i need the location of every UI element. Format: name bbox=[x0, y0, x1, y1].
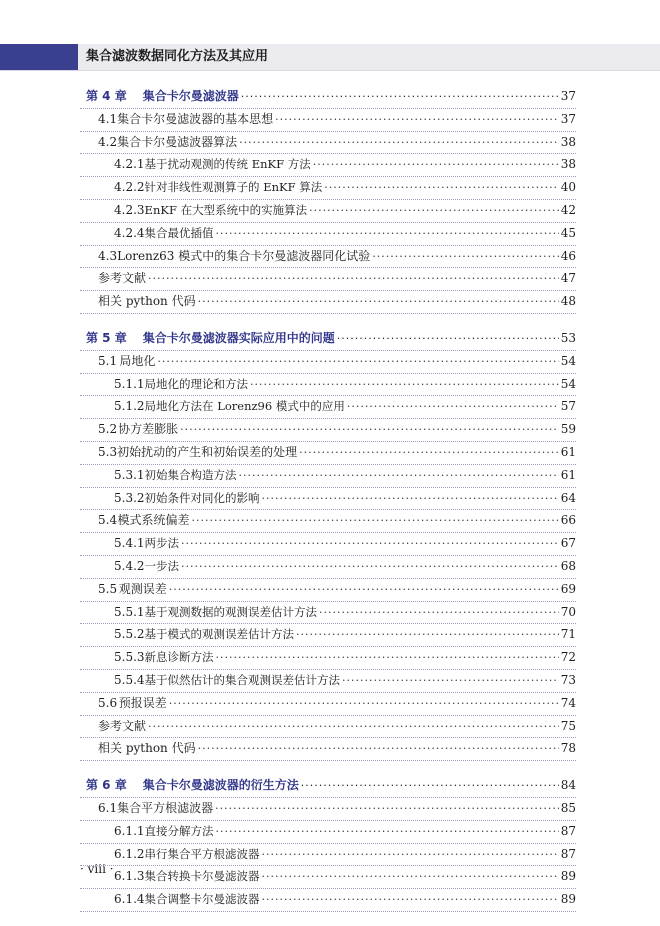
toc-entry-title: 基于观测数据的观测误差估计方法 bbox=[144, 604, 318, 619]
toc-entry-title: 基于似然估计的集合观测误差估计方法 bbox=[144, 672, 341, 687]
toc-entry-page: 75 bbox=[560, 718, 576, 733]
toc-entry-number: 4.3 bbox=[98, 248, 118, 263]
toc-entry-page: 42 bbox=[560, 202, 576, 217]
toc-entry-sub[interactable] bbox=[80, 670, 576, 693]
toc-chapter-block bbox=[0, 86, 660, 314]
toc-leader-dots bbox=[157, 351, 558, 373]
toc-entry-page: 87 bbox=[560, 823, 576, 838]
toc-leader-dots bbox=[198, 291, 559, 313]
toc-entry-sub[interactable] bbox=[80, 465, 576, 488]
toc-entry-page: 70 bbox=[560, 604, 576, 619]
toc-entry-number: 5.3 bbox=[98, 444, 118, 459]
toc-entry-sec[interactable] bbox=[80, 246, 576, 269]
toc-entry-sub[interactable] bbox=[80, 889, 576, 912]
toc-entry-page: 48 bbox=[560, 294, 576, 309]
toc-entry-number: 第 6 章 bbox=[86, 778, 127, 793]
toc-entry-page: 53 bbox=[560, 330, 576, 345]
toc-entry-chap[interactable] bbox=[80, 328, 576, 351]
toc-entry-page: 85 bbox=[560, 800, 576, 815]
toc-entry-page: 47 bbox=[560, 271, 576, 286]
toc-entry-title: 基于扰动观测的传统 EnKF 方法 bbox=[144, 157, 311, 172]
toc-chapter-block bbox=[0, 775, 660, 912]
toc-entry-title: 直接分解方法 bbox=[144, 823, 214, 838]
toc-entry-page: 40 bbox=[560, 180, 576, 195]
toc-entry-title: EnKF 在大型系统中的实施算法 bbox=[144, 202, 308, 217]
toc-leader-dots bbox=[301, 775, 559, 797]
toc-leader-dots bbox=[241, 86, 559, 108]
toc-leader-dots bbox=[239, 465, 559, 487]
toc-entry-title: 一步法 bbox=[144, 558, 180, 573]
toc-leader-dots bbox=[324, 177, 558, 199]
toc-entry-sub[interactable] bbox=[80, 396, 576, 419]
toc-entry-page: 89 bbox=[560, 892, 576, 907]
toc-entry-title: 针对非线性观测算子的 EnKF 算法 bbox=[144, 180, 323, 195]
toc-leader-dots bbox=[313, 154, 559, 176]
toc-entry-sec[interactable] bbox=[80, 419, 576, 442]
toc-leader-dots bbox=[169, 579, 559, 601]
toc-entry-page: 45 bbox=[560, 225, 576, 240]
toc-entry-number: 第 5 章 bbox=[86, 330, 127, 345]
toc-entry-sec[interactable] bbox=[80, 798, 576, 821]
toc-entry-title: 集合平方根滤波器 bbox=[117, 800, 214, 815]
toc-entry-number: 5.1.2 bbox=[114, 399, 145, 414]
toc-entry-number: 5.5.4 bbox=[114, 672, 145, 687]
toc-entry-page: 37 bbox=[560, 111, 576, 126]
toc-entry-title: 参考文献 bbox=[98, 718, 147, 733]
toc-entry-number: 5.5 bbox=[98, 581, 118, 596]
toc-entry-sub[interactable] bbox=[80, 154, 576, 177]
toc-entry-title: 局地化 bbox=[119, 353, 156, 368]
toc-leader-dots bbox=[262, 488, 559, 510]
toc-entry-sec[interactable] bbox=[80, 510, 576, 533]
toc-entry-title: 协方差膨胀 bbox=[118, 422, 179, 437]
toc-leader-dots bbox=[342, 670, 559, 692]
toc-entry-number: 4.2.3 bbox=[114, 202, 145, 217]
toc-entry-number: 6.1.1 bbox=[114, 823, 145, 838]
toc-chapter-block bbox=[0, 328, 660, 761]
toc-leader-dots bbox=[262, 866, 559, 888]
toc-entry-sub[interactable] bbox=[80, 374, 576, 397]
toc-entry-sub[interactable] bbox=[80, 556, 576, 579]
toc-entry-number: 4.2.4 bbox=[114, 225, 145, 240]
toc-entry-title: 两步法 bbox=[144, 536, 180, 551]
toc-entry-number: 5.2 bbox=[98, 422, 118, 437]
toc-entry-number: 5.4.2 bbox=[114, 558, 145, 573]
toc-entry-number: 5.5.3 bbox=[114, 650, 145, 665]
toc-entry-title: 集合卡尔曼滤波器算法 bbox=[117, 134, 238, 149]
toc-entry-page: 64 bbox=[560, 490, 576, 505]
toc-leader-dots bbox=[216, 223, 559, 245]
toc-entry-title: 局地化方法在 Lorenz96 模式中的应用 bbox=[144, 399, 345, 414]
toc-entry-number: 6.1.4 bbox=[114, 892, 145, 907]
toc-entry-page: 84 bbox=[560, 778, 576, 793]
toc-entry-sec[interactable] bbox=[80, 579, 576, 602]
toc-entry-title: 基于模式的观测误差估计方法 bbox=[144, 627, 295, 642]
toc-leader-dots bbox=[299, 442, 559, 464]
toc-entry-misc[interactable] bbox=[80, 716, 576, 739]
toc-entry-misc[interactable] bbox=[80, 738, 576, 761]
toc-entry-page: 38 bbox=[560, 134, 576, 149]
toc-entry-sub[interactable] bbox=[80, 533, 576, 556]
toc-leader-dots bbox=[262, 844, 559, 866]
toc-entry-title: 串行集合平方根滤波器 bbox=[144, 846, 260, 861]
toc-leader-dots bbox=[192, 510, 559, 532]
toc-entry-number: 4.2 bbox=[98, 134, 118, 149]
toc-entry-page: 89 bbox=[560, 869, 576, 884]
toc-entry-sub[interactable] bbox=[80, 624, 576, 647]
toc-entry-number: 5.1 bbox=[98, 353, 118, 368]
toc-leader-dots bbox=[216, 647, 559, 669]
toc-entry-page: 78 bbox=[560, 741, 576, 756]
toc-entry-title: 模式系统偏差 bbox=[117, 513, 190, 528]
toc-entry-misc[interactable] bbox=[80, 291, 576, 314]
toc-entry-sub[interactable] bbox=[80, 488, 576, 511]
toc-entry-title: 局地化的理论和方法 bbox=[144, 376, 249, 391]
toc-leader-dots bbox=[337, 328, 559, 350]
toc-entry-page: 54 bbox=[560, 353, 576, 368]
toc-entry-number: 5.4.1 bbox=[114, 536, 145, 551]
toc-entry-page: 54 bbox=[560, 376, 576, 391]
toc-entry-sub[interactable] bbox=[80, 200, 576, 223]
toc-entry-page: 67 bbox=[560, 536, 576, 551]
running-header bbox=[0, 44, 660, 71]
toc-entry-title: 集合卡尔曼滤波器的衍生方法 bbox=[142, 778, 299, 793]
toc-entry-number: 6.1.2 bbox=[114, 846, 145, 861]
toc-leader-dots bbox=[239, 132, 559, 154]
toc-entry-title: 预报误差 bbox=[118, 695, 167, 710]
toc-entry-page: 61 bbox=[560, 444, 576, 459]
toc-leader-dots bbox=[180, 419, 559, 441]
toc-leader-dots bbox=[216, 821, 559, 843]
toc-entry-title: 初始条件对同化的影响 bbox=[144, 490, 260, 505]
toc-entry-sub[interactable] bbox=[80, 177, 576, 200]
toc-entry-page: 87 bbox=[560, 846, 576, 861]
toc-entry-number: 6.1.3 bbox=[114, 869, 145, 884]
toc-entry-sub[interactable] bbox=[80, 844, 576, 867]
toc-entry-number: 4.2.2 bbox=[114, 180, 145, 195]
toc-entry-page: 59 bbox=[560, 422, 576, 437]
toc-entry-number: 6.1 bbox=[98, 800, 118, 815]
toc-entry-title: 相关 python 代码 bbox=[98, 741, 196, 756]
toc-entry-title: 集合最优插值 bbox=[144, 225, 214, 240]
header-accent-block bbox=[0, 44, 78, 70]
toc-entry-number: 5.4 bbox=[98, 513, 118, 528]
page-number: · viii · bbox=[80, 862, 114, 876]
toc-entry-page: 72 bbox=[560, 650, 576, 665]
toc-entry-sub[interactable] bbox=[80, 647, 576, 670]
toc-leader-dots bbox=[169, 693, 559, 715]
toc-entry-misc[interactable] bbox=[80, 268, 576, 291]
toc-leader-dots bbox=[215, 798, 559, 820]
toc-entry-number: 5.5.2 bbox=[114, 627, 145, 642]
toc-leader-dots bbox=[181, 533, 559, 555]
toc-leader-dots bbox=[250, 374, 559, 396]
toc-entry-page: 68 bbox=[560, 558, 576, 573]
toc-entry-number: 4.1 bbox=[98, 111, 118, 126]
toc-leader-dots bbox=[148, 716, 559, 738]
toc-entry-page: 61 bbox=[560, 467, 576, 482]
toc-entry-number: 4.2.1 bbox=[114, 157, 145, 172]
book-title: 集合滤波数据同化方法及其应用 bbox=[86, 49, 269, 64]
toc-entry-title: 集合转换卡尔曼滤波器 bbox=[144, 869, 260, 884]
toc-entry-number: 5.5.1 bbox=[114, 604, 145, 619]
toc-entry-sec[interactable] bbox=[80, 109, 576, 132]
toc-entry-title: 集合卡尔曼滤波器实际应用中的问题 bbox=[142, 330, 335, 345]
toc-leader-dots bbox=[181, 556, 559, 578]
toc-entry-sec[interactable] bbox=[80, 132, 576, 155]
table-of-contents bbox=[0, 86, 660, 926]
toc-entry-chap[interactable] bbox=[80, 86, 576, 109]
toc-leader-dots bbox=[372, 246, 558, 268]
toc-entry-title: 观测误差 bbox=[118, 581, 167, 596]
toc-entry-sub[interactable] bbox=[80, 821, 576, 844]
toc-entry-title: 集合卡尔曼滤波器的基本思想 bbox=[117, 111, 274, 126]
toc-entry-title: 集合卡尔曼滤波器 bbox=[142, 89, 239, 103]
toc-entry-title: 相关 python 代码 bbox=[98, 294, 196, 309]
toc-entry-page: 71 bbox=[560, 627, 576, 642]
toc-entry-sec[interactable] bbox=[80, 351, 576, 374]
toc-entry-sec[interactable] bbox=[80, 693, 576, 716]
toc-leader-dots bbox=[319, 602, 559, 624]
toc-entry-number: 5.6 bbox=[98, 695, 118, 710]
toc-leader-dots bbox=[148, 268, 559, 290]
toc-leader-dots bbox=[198, 738, 559, 760]
toc-entry-title: 集合调整卡尔曼滤波器 bbox=[144, 892, 260, 907]
toc-entry-page: 74 bbox=[560, 695, 576, 710]
toc-entry-title: 初始扰动的产生和初始误差的处理 bbox=[117, 444, 298, 459]
toc-entry-number: 5.1.1 bbox=[114, 376, 145, 391]
toc-leader-dots bbox=[309, 200, 559, 222]
toc-entry-page: 46 bbox=[560, 248, 576, 263]
toc-entry-number: 5.3.1 bbox=[114, 467, 145, 482]
toc-entry-title: Lorenz63 模式中的集合卡尔曼滤波器同化试验 bbox=[117, 248, 371, 263]
toc-entry-page: 69 bbox=[560, 581, 576, 596]
toc-entry-page: 73 bbox=[560, 672, 576, 687]
toc-entry-number: 第 4 章 bbox=[86, 89, 127, 103]
toc-entry-page: 38 bbox=[560, 157, 576, 172]
toc-entry-page: 57 bbox=[560, 399, 576, 414]
toc-entry-page: 37 bbox=[560, 89, 576, 103]
toc-leader-dots bbox=[347, 396, 559, 418]
toc-entry-title: 新息诊断方法 bbox=[144, 650, 214, 665]
toc-entry-page: 66 bbox=[560, 513, 576, 528]
toc-entry-sec[interactable] bbox=[80, 442, 576, 465]
toc-entry-chap[interactable] bbox=[80, 775, 576, 798]
toc-leader-dots bbox=[262, 889, 559, 911]
toc-entry-sub[interactable] bbox=[80, 866, 576, 889]
toc-entry-title: 参考文献 bbox=[98, 271, 147, 286]
toc-leader-dots bbox=[275, 109, 559, 131]
toc-leader-dots bbox=[296, 624, 559, 646]
toc-entry-title: 初始集合构造方法 bbox=[144, 467, 237, 482]
toc-entry-sub[interactable] bbox=[80, 223, 576, 246]
toc-entry-number: 5.3.2 bbox=[114, 490, 145, 505]
toc-entry-sub[interactable] bbox=[80, 602, 576, 625]
